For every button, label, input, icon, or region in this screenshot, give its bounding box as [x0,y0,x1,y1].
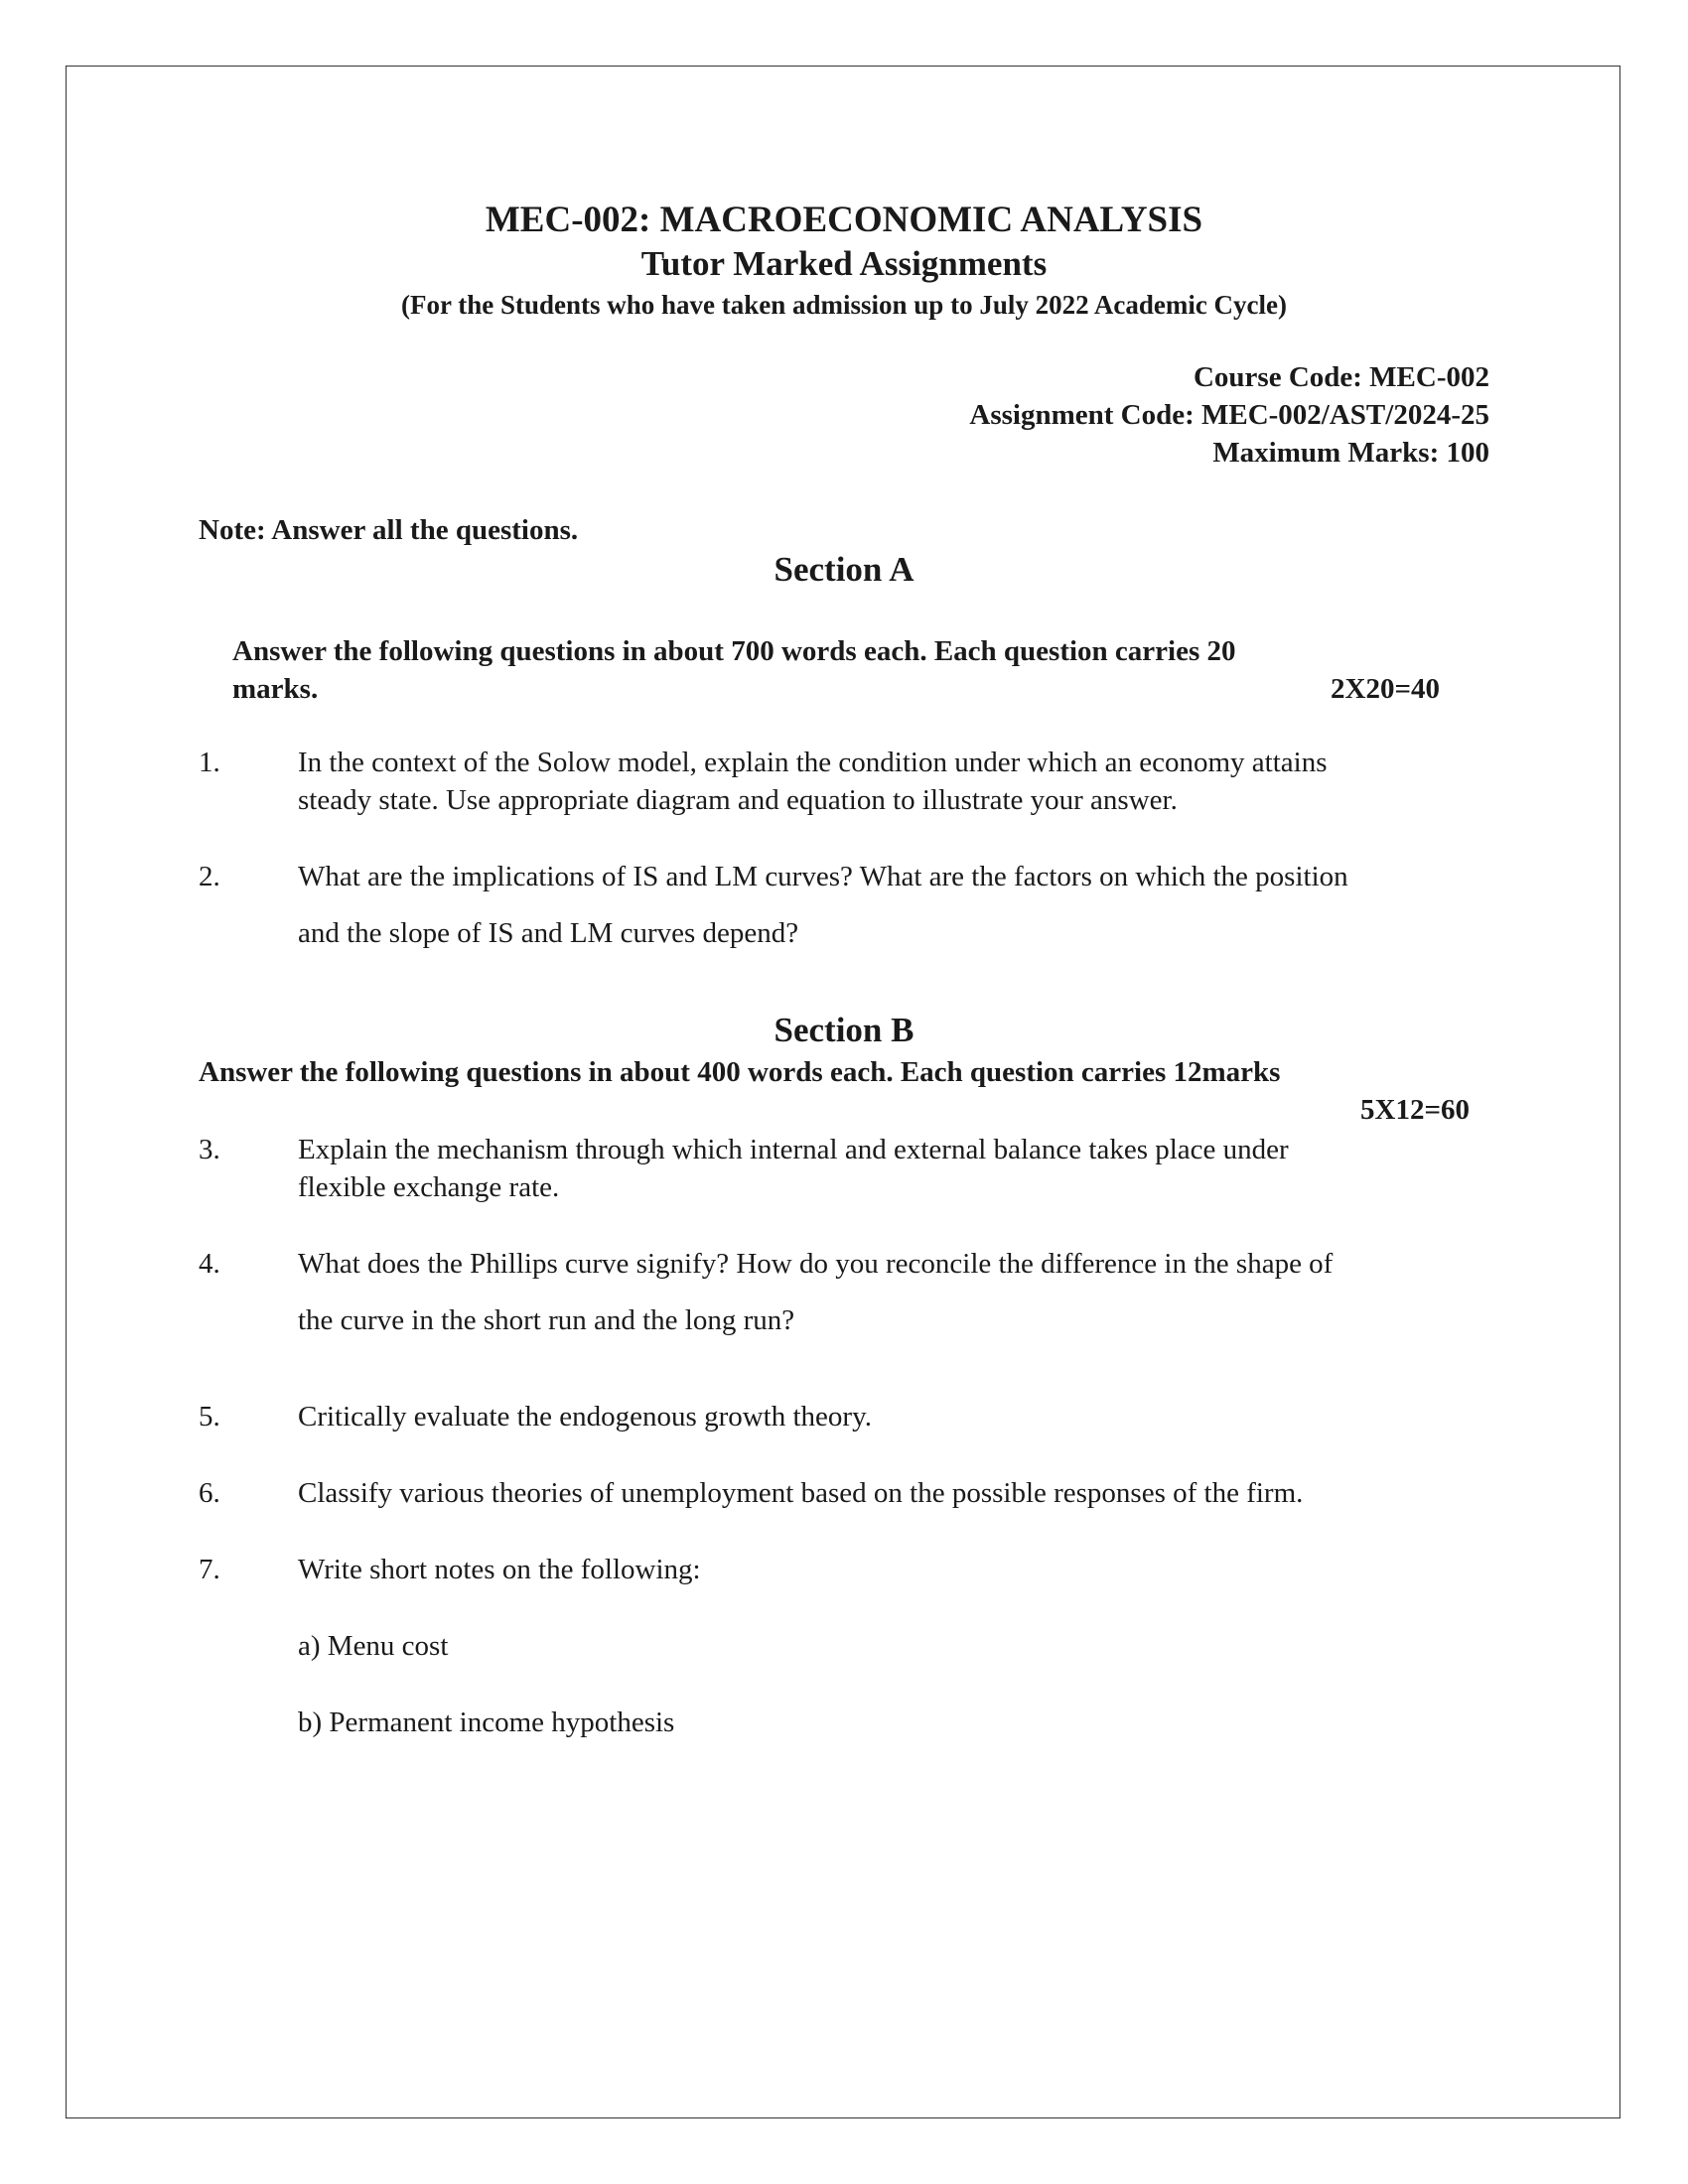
maximum-marks: Maximum Marks: 100 [1212,437,1489,469]
question-text-line: In the context of the Solow model, explain the condition under which an economy attains [298,747,1328,778]
question-text-line: the curve in the short run and the long run? [298,1304,795,1336]
question-text-line: Critically evaluate the endogenous growth theory. [298,1401,872,1433]
question-text-line: and the slope of IS and LM curves depend? [298,917,799,949]
question-number: 5. [199,1401,220,1433]
course-code: Course Code: MEC-002 [1193,361,1489,393]
assignment-code: Assignment Code: MEC-002/AST/2024-25 [969,399,1489,431]
section-a-heading: Section A [774,550,914,589]
section-a-instruction-line1: Answer the following questions in about 700 words each. Each question carries 20 [232,635,1236,667]
question-number: 3. [199,1134,220,1165]
question-text-line: Classify various theories of unemployment based on the possible responses of the firm. [298,1477,1304,1509]
cycle-note: (For the Students who have taken admission up to July 2022 Academic Cycle) [400,290,1288,320]
question-text-line: flexible exchange rate. [298,1171,560,1203]
document-title: MEC-002: MACROECONOMIC ANALYSIS [485,200,1203,240]
question-number: 1. [199,747,220,778]
question-text-line: Write short notes on the following: [298,1554,701,1585]
question-number: 6. [199,1477,220,1509]
question-text-line: steady state. Use appropriate diagram and equation to illustrate your answer. [298,784,1178,816]
section-b-heading: Section B [774,1011,914,1049]
section-b-marks: 5X12=60 [1360,1094,1470,1126]
sub-item-menu-cost: a) Menu cost [298,1630,449,1662]
question-number: 7. [199,1554,220,1585]
document-subtitle: Tutor Marked Assignments [640,244,1048,283]
note: Note: Answer all the questions. [199,514,579,546]
section-a-instruction-line2: marks. [232,673,319,705]
sub-item-permanent-income: b) Permanent income hypothesis [298,1706,675,1738]
question-number: 2. [199,861,220,892]
question-text-line: What are the implications of IS and LM curves? What are the factors on which the position [298,861,1348,892]
section-a-marks: 2X20=40 [1331,673,1440,705]
section-b-instruction: Answer the following questions in about 400 words each. Each question carries 12marks [199,1056,1281,1088]
question-number: 4. [199,1248,220,1280]
question-text-line: Explain the mechanism through which internal and external balance takes place under [298,1134,1289,1165]
question-text-line: What does the Phillips curve signify? How do you reconcile the difference in the shape of [298,1248,1334,1280]
